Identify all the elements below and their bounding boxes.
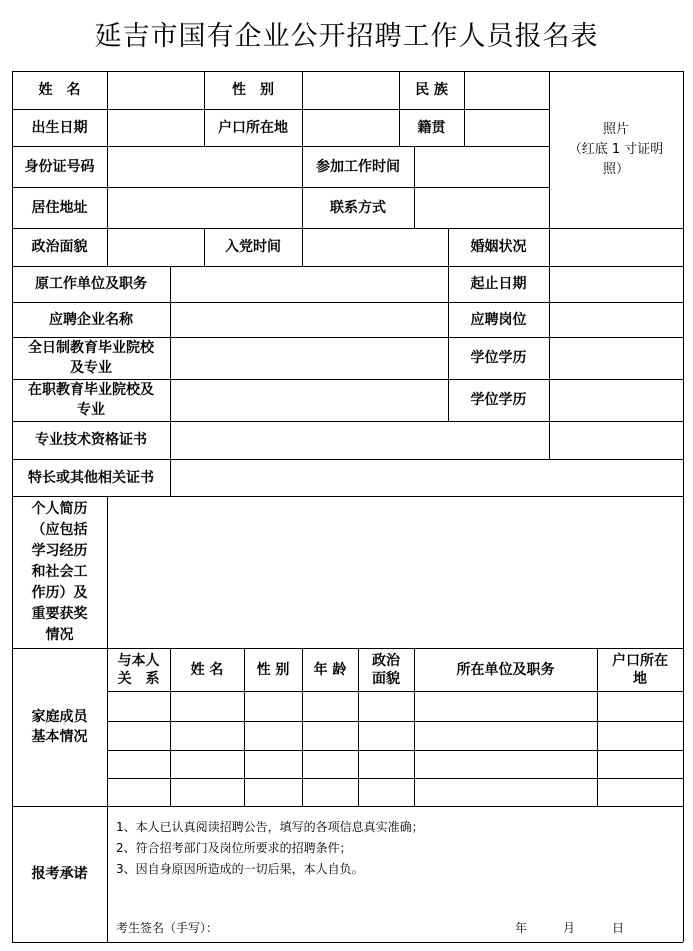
label-political-status: 政治面貌 [31, 239, 88, 255]
photo-box[interactable] [549, 71, 683, 228]
photo-caption-end: 照） [602, 161, 629, 177]
label-work-start: 参加工作时间 [316, 158, 400, 175]
label-inservice-edu: 在职教育毕业院校及专业 [28, 382, 154, 418]
label-birth-date: 出生日期 [31, 119, 88, 136]
signature-month: 月 [563, 921, 576, 935]
label-resume: 个人简历（应包括学习经历和社会工作历）及重要获奖情况 [31, 500, 88, 643]
label-applied-company: 应聘企业名称 [49, 311, 133, 328]
pledge-item: 2、符合招考部门及岗位所要求的招聘条件； [116, 841, 352, 855]
row-line [12, 942, 683, 943]
label-ethnicity: 民 族 [415, 82, 448, 98]
label-gender: 性 别 [232, 82, 274, 98]
pledge-item: 3、因自身原因所造成的一切后果，本人自负。 [116, 862, 364, 876]
row-line [12, 806, 683, 807]
label-degree-2: 学位学历 [470, 392, 527, 408]
family-header-employer: 所在单位及职务 [456, 661, 555, 678]
family-header-age: 年 龄 [313, 661, 347, 678]
label-marital-status: 婚姻状况 [470, 239, 527, 255]
col-line [464, 71, 465, 147]
signature-year: 年 [515, 921, 528, 935]
family-header-name: 姓 名 [190, 661, 224, 678]
col-line [683, 71, 684, 942]
label-hukou-location: 户口所在地 [218, 119, 288, 136]
label-contact: 联系方式 [330, 199, 386, 216]
col-line [414, 146, 415, 228]
col-line [170, 266, 171, 496]
label-applied-post: 应聘岗位 [470, 311, 527, 328]
family-header-gender: 性 别 [256, 661, 290, 678]
label-address: 居住地址 [31, 199, 88, 216]
label-degree-1: 学位学历 [470, 350, 527, 366]
col-line [107, 496, 108, 942]
signature-day: 日 [612, 921, 625, 935]
pledge-item: 1、本人已认真阅读招聘公告，填写的各项信息真实准确； [116, 820, 424, 834]
col-line [107, 71, 108, 267]
label-start-end-date: 起止日期 [470, 276, 527, 292]
label-fulltime-edu: 全日制教育毕业院校及专业 [28, 340, 154, 376]
label-native-place: 籍贯 [417, 119, 446, 136]
form-title: 延吉市国有企业公开招聘工作人员报名表 [94, 21, 599, 52]
label-pledge: 报考承诺 [31, 866, 88, 882]
label-family: 家庭成员基本情况 [31, 709, 88, 745]
label-id-number: 身份证号码 [24, 158, 95, 175]
label-other-cert: 特长或其他相关证书 [28, 469, 154, 486]
label-prof-cert: 专业技术资格证书 [35, 432, 147, 448]
signature-label: 考生签名（手写）： [116, 921, 219, 935]
label-party-join-date: 入党时间 [225, 239, 281, 255]
family-header-hukou: 户口所在地 [612, 652, 668, 687]
photo-caption-detail: （红底 1 寸证明 [568, 141, 664, 157]
family-header-relation: 与本人关 系 [117, 652, 160, 687]
photo-caption: 照片 [602, 121, 629, 137]
label-name: 姓 名 [38, 82, 81, 98]
family-header-political: 政治面貌 [372, 652, 400, 687]
pledge-text [116, 817, 424, 880]
row-line [12, 228, 683, 229]
row-line [12, 496, 683, 497]
label-prev-employer: 原工作单位及职务 [35, 276, 147, 292]
